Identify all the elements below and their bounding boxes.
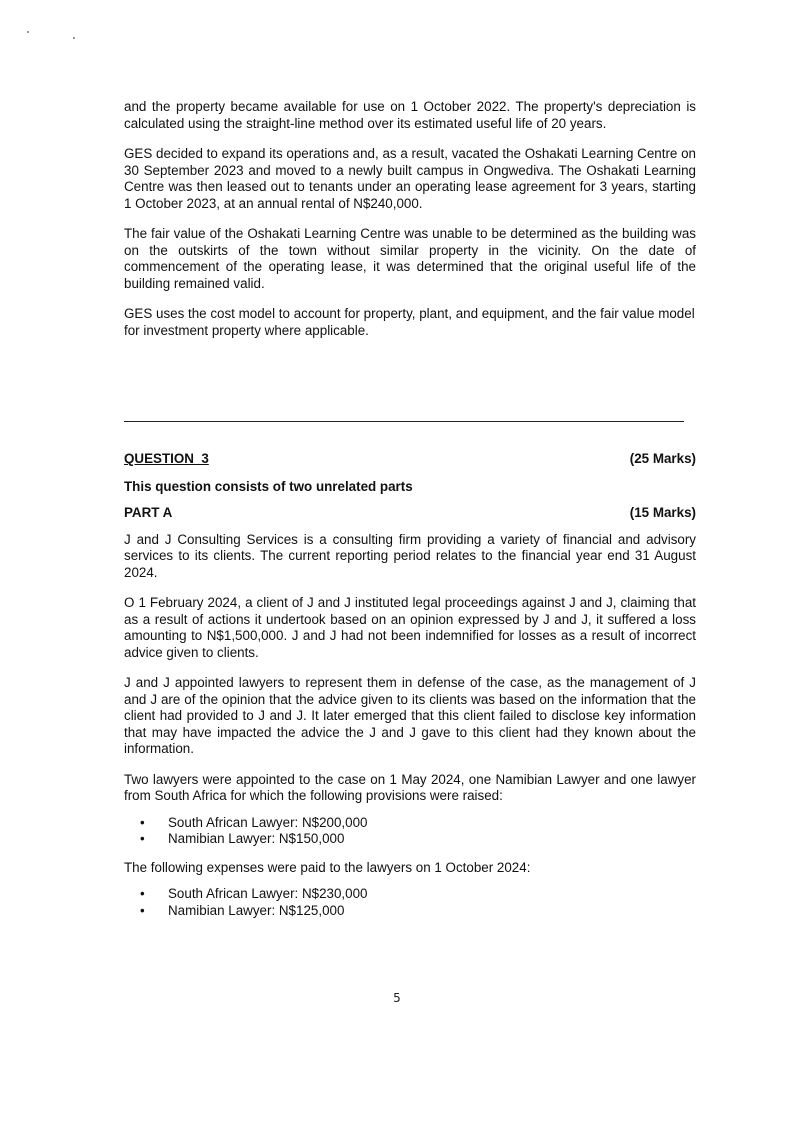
question-header xyxy=(124,451,696,468)
paragraph: The fair value of the Oshakati Learning Centre was unable to be determined as the building was on the outskirts of the town without similar property in the vicinity. On the date of commencement of the operating lease, it was determined that the original useful life of the building remained valid. xyxy=(124,226,696,291)
paragraph: O 1 February 2024, a client of J and J instituted legal proceedings against J and J, claiming that as a result of actions it undertook based on an opinion expressed by J and J, it suffered a loss amounting to N$1,500,000. J and J had not been indemnified for losses as a result of incorrect advice given to clients. xyxy=(124,595,696,660)
part-title: PART A xyxy=(124,505,173,520)
question-title: QUESTION 3 xyxy=(124,451,209,466)
provisions-list xyxy=(124,815,696,848)
list-item: • Namibian Lawyer: N$125,000 xyxy=(168,903,696,920)
paragraph: Two lawyers were appointed to the case on 1 May 2024, one Namibian Lawyer and one lawyer from South Africa for which the following provisions were raised: xyxy=(124,771,696,803)
paragraph: and the property became available for use on 1 October 2022. The property's depreciation is calculated using the straight-line method over its estimated useful life of 20 years. xyxy=(124,99,696,131)
paragraph: J and J Consulting Services is a consulting firm providing a variety of financial and advisory services to its clients. The current reporting period relates to the financial year end 31 August 2024. xyxy=(124,531,696,580)
paragraph: J and J appointed lawyers to represent them in defense of the case, as the management of J and J are of the opinion that the advice given to its clients was based on the information that the client had provided to J and J. It later emerged that this client failed to disclose key information that may have impacted the advice the J and J gave to this client had they known about the information. xyxy=(124,675,696,756)
expenses-list xyxy=(124,886,696,919)
part-marks: (15 Marks) xyxy=(629,505,696,520)
paragraph: GES decided to expand its operations and, as a result, vacated the Oshakati Learning Centre on 30 September 2023 and moved to a newly built campus in Ongwediva. The Oshakati Learning Centre was then leased out to tenants under an operating lease agreement for 3 years, starting 1 October 2023, at an annual rental of N$240,000. xyxy=(124,146,696,211)
continuation-text xyxy=(124,99,696,353)
list-item: • South African Lawyer: N$230,000 xyxy=(168,886,696,903)
page-number: 5 xyxy=(393,991,401,1005)
question-marks: (25 Marks) xyxy=(629,451,696,466)
part-header xyxy=(124,505,696,522)
scan-speck xyxy=(73,37,75,39)
list-item: • South African Lawyer: N$200,000 xyxy=(168,815,696,832)
question-subtitle: This question consists of two unrelated parts xyxy=(124,478,413,494)
question-block xyxy=(124,451,696,931)
paragraph: The following expenses were paid to the lawyers on 1 October 2024: xyxy=(124,859,531,875)
scan-speck xyxy=(27,31,29,33)
section-divider xyxy=(124,421,684,422)
paragraph: GES uses the cost model to account for property, plant, and equipment, and the fair value model for investment property where applicable. xyxy=(124,306,695,338)
list-item: • Namibian Lawyer: N$150,000 xyxy=(168,831,696,848)
